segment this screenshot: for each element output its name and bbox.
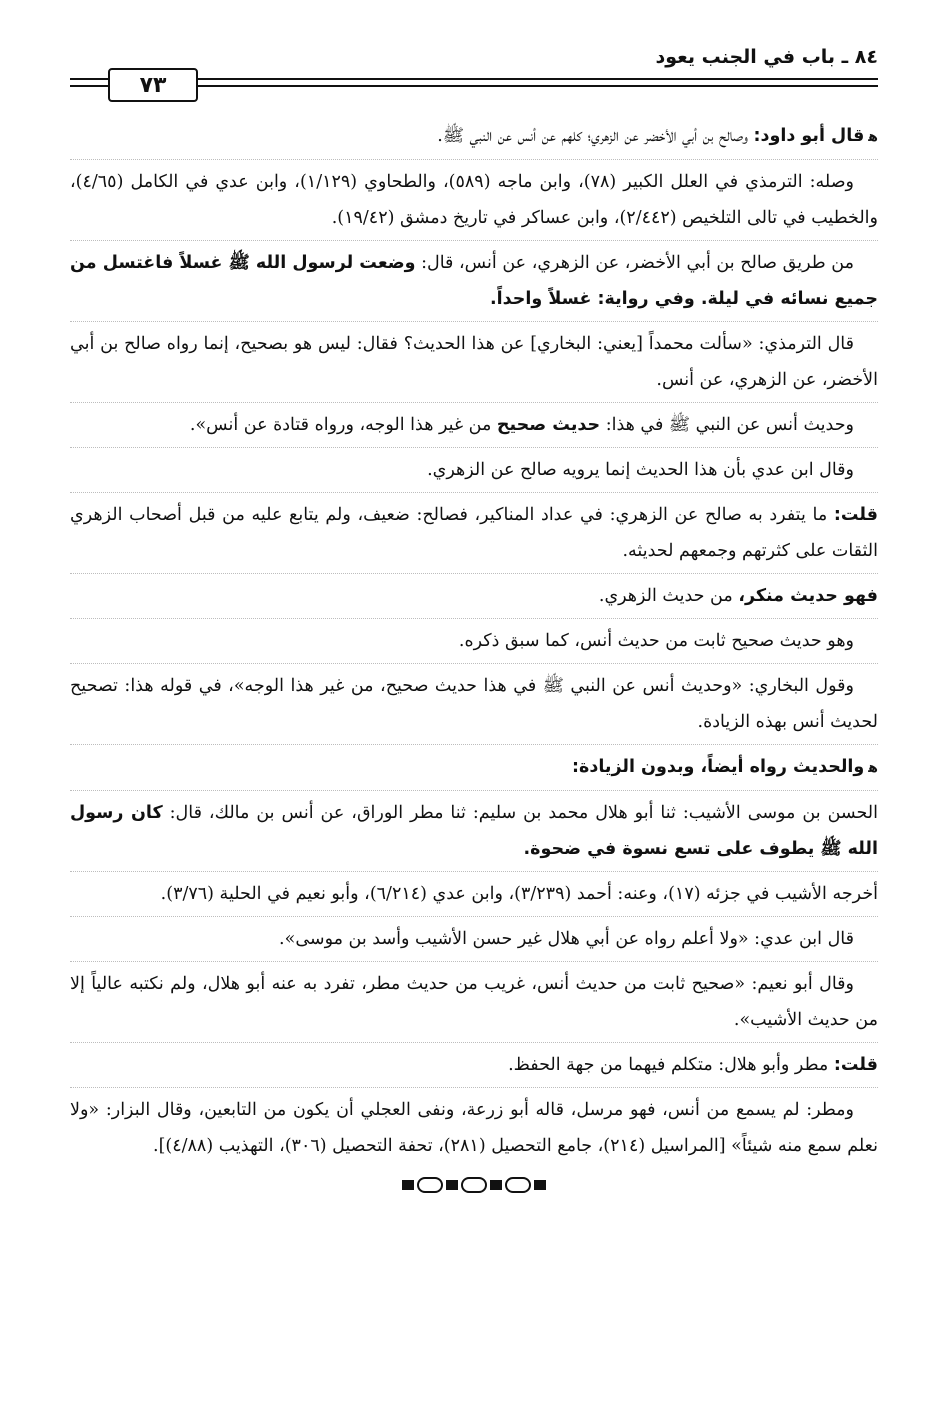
paragraph: [70, 407, 878, 448]
paragraph-lead: فهو حديث منكر،: [738, 586, 878, 606]
paragraph: [70, 749, 878, 791]
page-number: ٧٣: [139, 72, 167, 98]
paragraph: [70, 578, 878, 619]
page-header: [70, 44, 878, 100]
paragraph: [70, 966, 878, 1043]
paragraph: [70, 876, 878, 917]
paragraph-text: وصالح بن أبي الأخضر عن الزهري؛ كلهم عن أنس عن النبي ﷺ.: [437, 126, 754, 146]
paragraph-text: وقال أبو نعيم: «صحيح ثابت من حديث أنس، غريب من حديث مطر، تفرد به عنه أبو هلال، ولم نكتبه عالياً إلا من حديث الأشيب».: [70, 974, 878, 1030]
page-body: [70, 118, 878, 1193]
ornament-block-icon: [534, 1180, 546, 1190]
paragraph: [70, 1047, 878, 1088]
paragraph: [70, 921, 878, 962]
paragraph-lead: والحديث رواه أيضاً، وبدون الزيادة:: [572, 757, 865, 777]
paragraph-lead: قال أبو داود:: [753, 126, 865, 146]
chapter-title: ٨٤ ـ باب في الجنب يعود: [655, 46, 878, 68]
paragraph-text: مطر وأبو هلال: متكلم فيهما من جهة الحفظ.: [508, 1055, 834, 1075]
section-end-ornament-icon: [70, 1174, 878, 1193]
ornament-block-icon: [490, 1180, 502, 1190]
paragraph: [70, 245, 878, 322]
paragraph-text: وقول البخاري: «وحديث أنس عن النبي ﷺ في هذا حديث صحيح، من غير هذا الوجه»، في قوله هذا: تصحيح لحديث أنس بهذه الزيادة.: [70, 676, 878, 732]
paragraph-text: من طريق صالح بن أبي الأخضر، عن الزهري، عن أنس، قال:: [415, 253, 854, 273]
paragraph-text: وصله: الترمذي في العلل الكبير (٧٨)، وابن ماجه (٥٨٩)، والطحاوي (١/١٢٩)، وابن عدي في الكامل (٤/٦٥)، والخطيب في تالى التلخيص (٢/٤٤٢)، وابن عساكر في تاريخ دمشق (١٩/٤٢).: [70, 172, 878, 228]
paragraph-text: وحديث أنس عن النبي ﷺ في هذا:: [600, 415, 854, 435]
paragraph-text: ما يتفرد به صالح عن الزهري: في عداد المناكير، فصالح: ضعيف، ولم يتابع عليه من قبل أصحاب الزهري الثقات على كثرتهم وجمعهم لحديثه.: [70, 505, 878, 561]
paragraph: [70, 164, 878, 241]
ornament-ring-icon: [461, 1177, 487, 1193]
paragraph: [70, 623, 878, 664]
paragraph: [70, 1092, 878, 1168]
hadith-text: وضعت لرسول الله ﷺ غسلاً فاغتسل من جميع نسائه في ليلة. وفي رواية: غسلاً واحداً.: [70, 253, 878, 309]
ornament-block-icon: [402, 1180, 414, 1190]
paragraph: [70, 118, 878, 160]
paragraph-text: من حديث الزهري.: [598, 586, 739, 606]
paragraph-text: قال الترمذي: «سألت محمداً [يعني: البخاري] عن هذا الحديث؟ فقال: ليس هو بصحيح، إنما رواه صالح بن أبي الأخضر، عن الزهري، عن أنس.: [70, 334, 878, 390]
paragraph: [70, 795, 878, 872]
paragraph-text: أخرجه الأشيب في جزئه (١٧)، وعنه: أحمد (٣/٢٣٩)، وابن عدي (٦/٢١٤)، وأبو نعيم في الحلية (٣/٧٦).: [160, 884, 878, 904]
paragraph: [70, 668, 878, 745]
ornament-block-icon: [446, 1180, 458, 1190]
paragraph-text: وهو حديث صحيح ثابت من حديث أنس، كما سبق ذكره.: [458, 631, 854, 651]
paragraph-text: وقال ابن عدي بأن هذا الحديث إنما يرويه صالح عن الزهري.: [427, 460, 854, 480]
grading-text: حديث صحيح: [496, 415, 601, 435]
paragraph-text: قال ابن عدي: «ولا أعلم رواه عن أبي هلال غير حسن الأشيب وأسد بن موسى».: [279, 929, 854, 949]
hadith-text: كان رسول الله ﷺ يطوف على تسع نسوة في ضحوة.: [70, 803, 878, 859]
paragraph: [70, 497, 878, 574]
paragraph-bullet-icon: ﻫ: [868, 129, 878, 145]
book-page: [70, 44, 878, 1193]
paragraph: [70, 326, 878, 403]
paragraph: [70, 452, 878, 493]
page-number-badge: [108, 68, 198, 102]
paragraph-lead: قلت:: [833, 505, 878, 525]
paragraph-bullet-icon: ﻫ: [868, 760, 878, 776]
paragraph-lead: قلت:: [833, 1055, 878, 1075]
ornament-ring-icon: [417, 1177, 443, 1193]
paragraph-text: الحسن بن موسى الأشيب: ثنا أبو هلال محمد بن سليم: ثنا مطر الوراق، عن أنس بن مالك، قال:: [162, 803, 878, 823]
ornament-ring-icon: [505, 1177, 531, 1193]
paragraph-text: ومطر: لم يسمع من أنس، فهو مرسل، قاله أبو زرعة، ونفى العجلي أن يكون من التابعين، وقال البزار: «ولا نعلم سمع منه شيئاً» [المراسيل (٢١٤)، جامع التحصيل (٢٨١)، تحفة التحصيل (٣٠٦)، التهذيب (٤/٨٨)].: [70, 1100, 878, 1156]
paragraph-text: من غير هذا الوجه، ورواه قتادة عن أنس».: [189, 415, 497, 435]
